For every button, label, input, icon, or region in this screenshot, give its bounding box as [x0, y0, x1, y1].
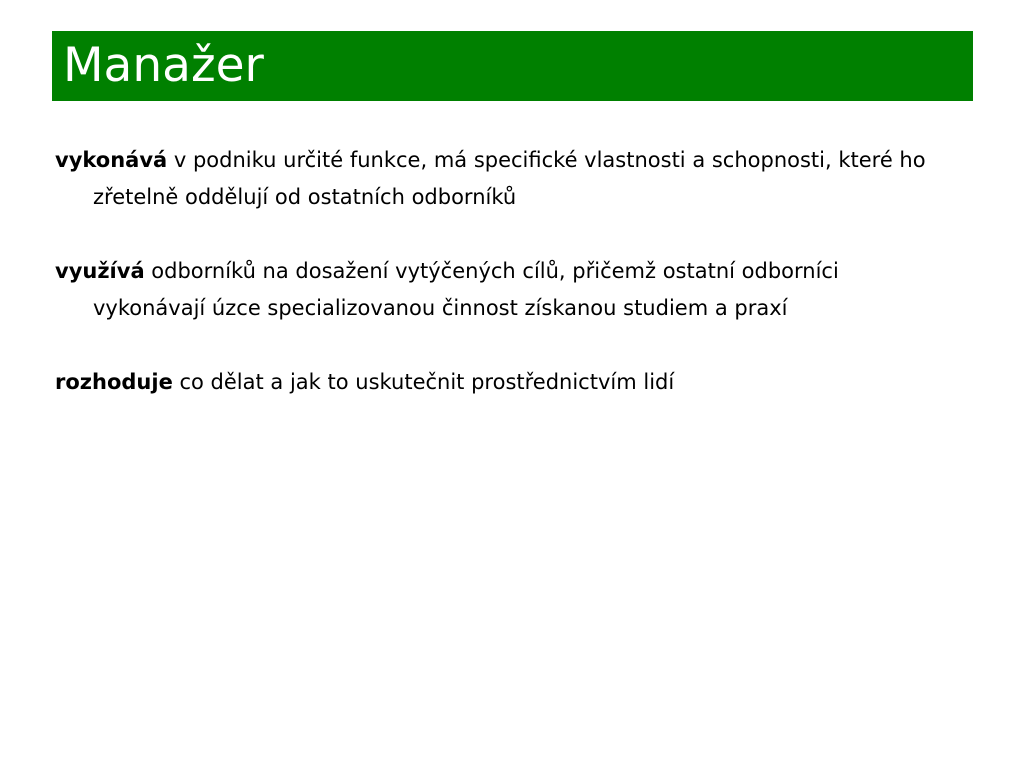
point-term: rozhoduje	[55, 370, 173, 394]
title-bar	[52, 31, 973, 101]
point-vykonava	[55, 142, 943, 216]
point-text: v podniku určité funkce, má specifické vlastnosti a schopnosti, které ho zřetelně oddělují od ostatních odborníků	[93, 148, 926, 209]
slide-title: Manažer	[63, 37, 264, 93]
point-rozhoduje	[55, 364, 943, 401]
point-text: odborníků na dosažení vytýčených cílů, přičemž ostatní odborníci vykonávají úzce specializovanou činnost získanou studiem a praxí	[93, 259, 839, 320]
point-term: vykonává	[55, 148, 168, 172]
point-term: využívá	[55, 259, 145, 283]
slide-content	[55, 142, 955, 438]
point-text: co dělat a jak to uskutečnit prostřednictvím lidí	[172, 370, 675, 394]
point-vyuziva	[55, 253, 943, 327]
